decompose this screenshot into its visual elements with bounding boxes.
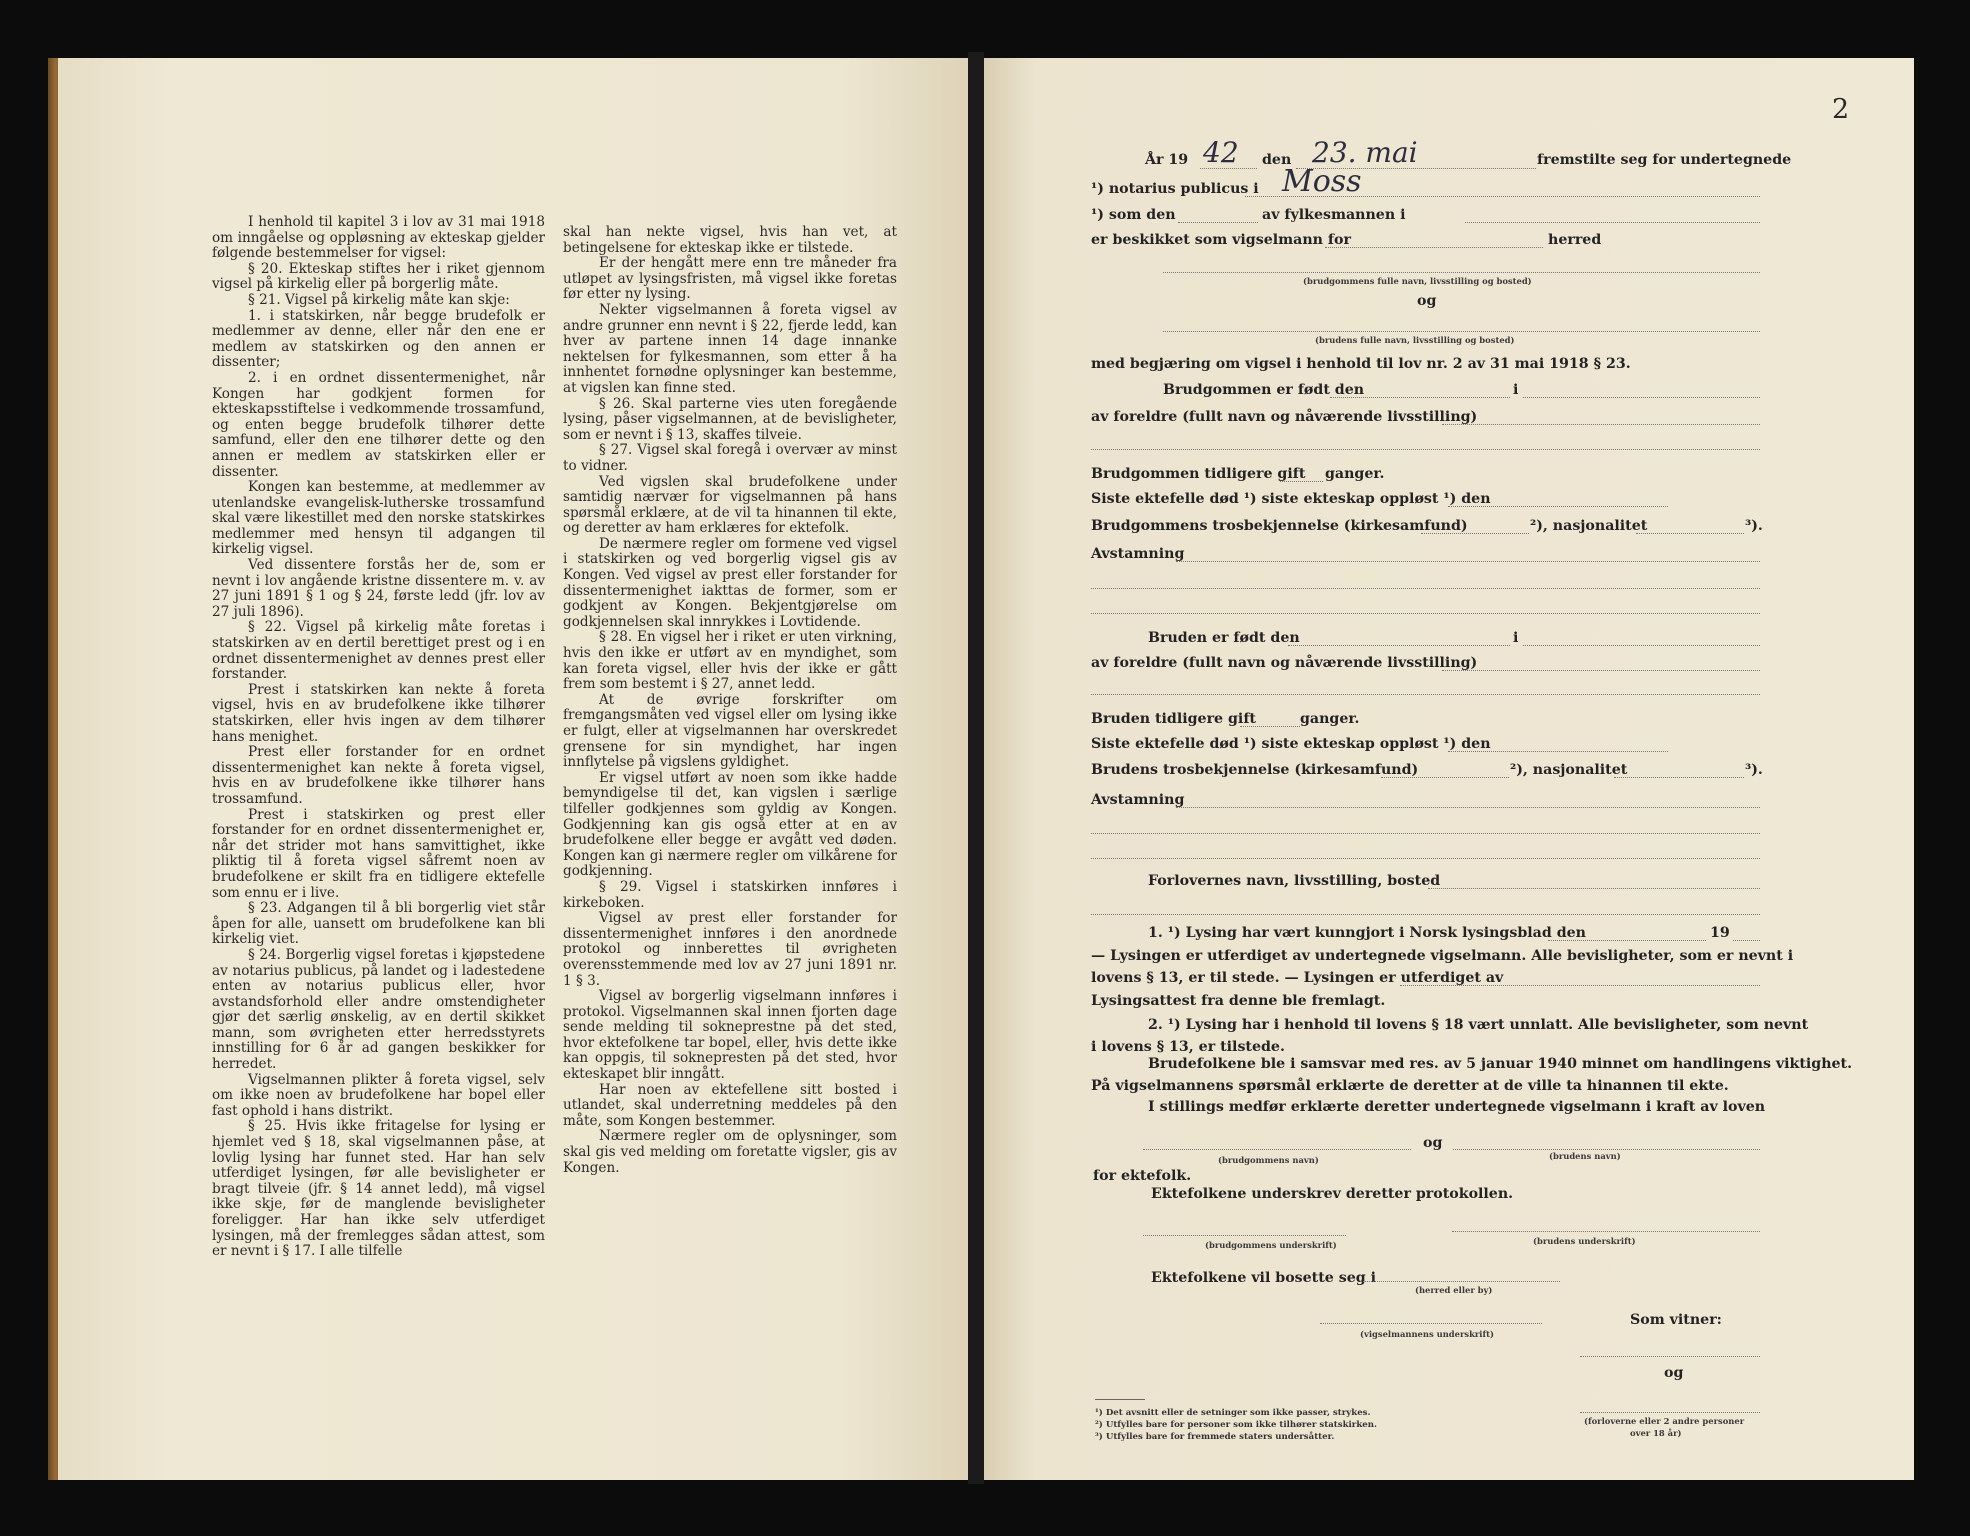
caption-vigselmann-sign: (vigselmannens underskrift) [1360,1329,1494,1339]
law-paragraph: Nekter vigselmannen å foreta vigsel av andre grunner enn nevnt i § 22, fjerde ledd, kan hver av partene innen 14 dage innanke nektelsen for fylkesmannen, som etter å ha innhentet fornødne oplysninger kan bestemme, at vigslen kan finne sted. [563,301,897,396]
law-paragraph: § 27. Vigsel skal foregå i overvær av minst to vidner. [563,442,897,474]
law-paragraph: Har noen av ektefellene sitt bosted i utlandet, skal underretning meddeles på den måte, som Kongen bestemmer. [563,1081,897,1129]
nasjonalitet-label: ²), nasjonalitet [1530,518,1648,534]
law-paragraph: Nærmere regler om de oplysninger, som skal gis ved melding om foretatte vigsler, gis av Kongen. [563,1128,897,1176]
law-paragraph: Prest i statskirken kan nekte å foreta vigsel, hvis en av brudefolkene ikke tilhører statskirken, eller hvis ingen av dem tilhører hans menighet. [212,681,545,745]
ganger-label: ganger. [1325,466,1385,482]
year-handwritten: 42 [1203,136,1239,169]
lysing2-a: 2. ¹) Lysing har i henhold til lovens § 18 vært unnlatt. Alle bevisligheter, som nevnt [1148,1017,1809,1033]
brudgom-tro-label: Brudgommens trosbekjennelse (kirkesamfund) [1091,518,1468,534]
law-paragraph: § 22. Vigsel på kirkelig måte foretas i statskirken av en dertil berettiget prest og i en ordnet dissentermenighet av dennes prest eller forstander. [212,619,545,683]
nasjonalitet-label: ²), nasjonalitet [1510,762,1628,778]
i-label: i [1513,382,1519,398]
page-number: 2 [1832,94,1850,125]
law-paragraph: At de øvrige forskrifter om fremgangsmåten ved vigsel eller om lysing ikke er fulgt, eller at vigselmannen har overskredet grensene for sin myndighet, har ingen innflytelse på vigslens gyldighet. [563,691,897,771]
book-gutter [968,52,984,1484]
ganger-label: ganger. [1300,711,1360,727]
lysing1-year: 19 [1710,925,1730,941]
beskikket-label: er beskikket som vigselmann for [1091,232,1351,248]
fylkesmann-label: av fylkesmannen i [1262,207,1406,223]
law-paragraph: Ved vigslen skal brudefolkene under samtidig nærvær for vigselmannen på hans spørsmål erklære, at de vil ta hinannen til ekte, og deretter av ham erklæres for ektefolk. [563,473,897,537]
caption-bruden-navn: (brudens navn) [1549,1151,1621,1161]
law-paragraph: Prest i statskirken og prest eller forstander for en ordnet dissentermenighet er, når det strider mot hans samvittighet, ikke pliktig til å foreta vigsel såfremt noen av brudefolkene er skilt fra en tidligere ektefelle som ennu er i live. [212,806,545,901]
law-paragraph: Vigsel av prest eller forstander for dissentermenighet innføres i den anordnede protokol og innberettes til øvrigheten overensstemmende med lov av 27 juni 1891 nr. 1 § 3. [563,910,897,989]
avstamning-label: Avstamning [1091,792,1185,808]
brudgom-fodt-label: Brudgommen er født den [1163,382,1365,398]
siste-ektefelle-label: Siste ektefelle død ¹) siste ekteskap oppløst ¹) den [1091,491,1491,507]
year-label: År 19 [1145,152,1189,168]
caption-brud: (brudens fulle navn, livsstilling og bosted) [1315,335,1515,345]
i-label: i [1513,630,1519,646]
avstamning-label: Avstamning [1091,546,1185,562]
lysing1-c: lovens § 13, er til stede. — Lysingen er utferdiget av [1091,970,1504,986]
footnote-2: ²) Utfylles bare for personer som ikke tilhører statskirken. [1095,1420,1377,1430]
brudefolk-minnet: Brudefolkene ble i samsvar med res. av 5 januar 1940 minnet om handlingens viktighet. [1148,1056,1853,1072]
law-paragraph: Ved dissentere forstås her de, som er nevnt i lov angående kristne dissentere m. v. av 27 juni 1891 § 1 og § 24, første ledd (jfr. lov av 27 juli 1896). [212,557,545,620]
law-paragraph: § 26. Skal parterne vies uten foregående lysing, påser vigselmannen, at de bevisligheter, som er nevnt i § 13, skaffes tilveie. [563,395,897,443]
caption-forlovere: (forloverne eller 2 andre personer [1584,1416,1745,1426]
law-paragraph: 2. i en ordnet dissentermenighet, når Kongen har godkjent formen for ekteskapsstiftelse i vedkommende trossamfund, og enten begge brudefolk tilhører dette samfund, eller den ene tilhører dette og den annen er medlem av statskirken eller er dissenter. [212,369,545,480]
og-label: og [1664,1365,1684,1381]
caption-brudgom-navn: (brudgommens navn) [1218,1155,1319,1165]
for-ektefolk: for ektefolk. [1093,1168,1192,1184]
og-label: og [1423,1135,1443,1151]
stilling-text: I stillings medfør erklærte deretter undertegnede vigselmann i kraft av loven [1148,1099,1766,1115]
caption-bruden-sign: (brudens underskrift) [1533,1236,1636,1246]
caption-forlovere-age: over 18 år) [1630,1428,1682,1438]
foreldre-label: av foreldre (fullt navn og nåværende livsstilling) [1091,409,1478,425]
law-paragraph: Er vigsel utført av noen som ikke hadde bemyndigelse til det, kan vigslen i særlige tilfeller godkjennes som gyldig av Kongen. Godkjenning kan gis også etter at en av brudefolkene eller begge er avgått ved døden. Kongen kan gi nærmere regler om vilkårene for godkjenning. [563,769,897,880]
begjaering-text: med begjæring om vigsel i henhold til lov nr. 2 av 31 mai 1918 § 23. [1091,356,1631,372]
law-paragraph: skal han nekte vigsel, hvis han vet, at betingelsene for ekteskap ikke er tilstede. [563,224,897,256]
footnote-3: ³) Utfylles bare for fremmede staters undersåtter. [1095,1432,1335,1442]
fremstilte-label: fremstilte seg for undertegnede [1537,152,1792,168]
lysing1-b: — Lysingen er utferdiget av undertegnede vigselmann. Alle bevisligheter, som er nevnt i [1091,948,1794,964]
law-paragraph: 1. i statskirken, når begge brudefolk er medlemmer av denne, eller når den ene er medlem av statskirken og den annen er dissenter; [212,307,545,371]
law-paragraph: Prest eller forstander for en ordnet dissentermenighet kan nekte å foreta vigsel, hvis en av brudefolkene ikke tilhører hans trossamfund. [212,744,545,807]
caption-brudgom: (brudgommens fulle navn, livsstilling og bosted) [1303,276,1532,286]
som-den-label: ¹) som den [1091,207,1176,223]
law-paragraph: Er der hengått mere enn tre måneder fra utløpet av lysingsfristen, må vigsel ikke foretas før etter ny lysing. [563,255,897,303]
law-paragraph: § 21. Vigsel på kirkelig måte kan skje: [248,291,510,308]
law-paragraph: Vigsel av borgerlig vigselmann innføres i protokol. Vigselmannen skal innen fjorten dage sende melding til sokneprestne på det sted, hvor ektefolkene tar bopel, eller, hvis dette ikke kan oppgis, til soknepresten på det sted, hvor ekteskapet blir inngått. [563,988,897,1083]
law-paragraph: § 29. Vigsel i statskirken innføres i kirkeboken. [563,878,897,911]
caption-herred: (herred eller by) [1415,1285,1493,1295]
law-paragraph: De nærmere regler om formene ved vigsel i statskirken og ved borgerlig vigsel gis av Kongen. Ved vigsel av prest eller forstander for dissentermenighet iakttas de former, som er godkjent av Kongen. Bekjentgjørelse om godkjennelsen skal innrykkes i Lovtidende. [563,535,897,630]
caption-brudgom-sign: (brudgommens underskrift) [1205,1240,1337,1250]
bruden-tro-label: Brudens trosbekjennelse (kirkesamfund) [1091,762,1419,778]
date-handwritten: 23. mai [1312,136,1418,169]
law-paragraph: § 24. Borgerlig vigsel foretas i kjøpstedene av notarius publicus, på landet og i ladestedene enten av notarius publicus eller, hvor avstandsforhold eller andre omstendigheter gjør det særlig ønskelig, av en dertil skikket mann, som øvrigheten etter herredsstyrets innstilling for 6 år ad gangen beskikker for herredet. [212,946,545,1073]
footnote-1: ¹) Det avsnitt eller de setninger som ikke passer, strykes. [1095,1408,1371,1418]
notarius-label: ¹) notarius publicus i [1091,181,1259,197]
den-label: den [1262,152,1292,168]
bruden-fodt-label: Bruden er født den [1148,630,1300,646]
som-vitner-label: Som vitner: [1630,1312,1722,1328]
note3-label: ³). [1745,518,1763,534]
law-paragraph: I henhold til kapitel 3 i lov av 31 mai 1918 om inngåelse og oppløsning av ekteskap gjelder følgende bestemmelser for vigsel: [212,214,545,262]
law-text-column-2 [563,225,897,1176]
law-paragraph: § 28. En vigsel her i riket er uten virkning, hvis den ikke er utført av en myndighet, som kan foreta vigsel, eller hvis der ikke er gått frem som bestemt i § 27, annet ledd. [563,629,897,693]
law-paragraph: Vigselmannen plikter å foreta vigsel, selv om ikke noen av brudefolkene har bopel eller fast ophold i hans distrikt. [212,1071,545,1119]
og-label: og [1417,293,1437,309]
lysing1-d: Lysingsattest fra denne ble fremlagt. [1091,993,1386,1009]
brudefolk-erklaerte: På vigselmannens spørsmål erklærte de deretter at de ville ta hinannen til ekte. [1091,1078,1729,1094]
bosette-label: Ektefolkene vil bosette seg i [1151,1270,1377,1286]
law-paragraph: § 20. Ekteskap stiftes her i riket gjennom vigsel på kirkelig eller på borgerlig måte. [212,260,545,293]
bruden-gift-label: Bruden tidligere gift [1091,711,1256,727]
lysing2-b: i lovens § 13, er tilstede. [1091,1039,1285,1055]
lysing1-a: 1. ¹) Lysing har vært kunngjort i Norsk lysingsblad den [1148,925,1586,941]
note3-label: ³). [1745,762,1763,778]
law-text-column-1 [212,215,545,1260]
law-paragraph: Kongen kan bestemme, at medlemmer av utenlandske evangelisk-lutherske trossamfund skal være likestillet med den norske statskirkes medlemmer med hensyn til adgangen til kirkelig vigsel. [212,479,545,558]
brudgom-gift-label: Brudgommen tidligere gift [1091,466,1306,482]
herred-label: herred [1548,232,1602,248]
law-paragraph: § 25. Hvis ikke fritagelse for lysing er hjemlet ved § 18, skal vigselmannen påse, at lovlig lysing har funnet sted. Har han selv utferdiget lysingen, før alle bevisligheter er bragt tilveie (jfr. § 14 annet ledd), må vigsel ikke skje, før de manglende bevisligheter foreligger. Har han ikke selv utferdiget lysingen, må der fremlegges sådan attest, som er nevnt i § 17. I alle tilfelle [212,1118,545,1260]
law-paragraph: § 23. Adgangen til å bli borgerlig viet står åpen for alle, uansett om brudefolkene kan bli kirkelig viet. [212,900,545,948]
foreldre-label: av foreldre (fullt navn og nåværende livsstilling) [1091,655,1478,671]
underskrev-text: Ektefolkene underskrev deretter protokollen. [1151,1186,1514,1202]
place-handwritten: Moss [1282,164,1362,199]
forlovere-label: Forlovernes navn, livsstilling, bosted [1148,873,1441,889]
siste-ektefelle-label: Siste ektefelle død ¹) siste ekteskap oppløst ¹) den [1091,736,1491,752]
